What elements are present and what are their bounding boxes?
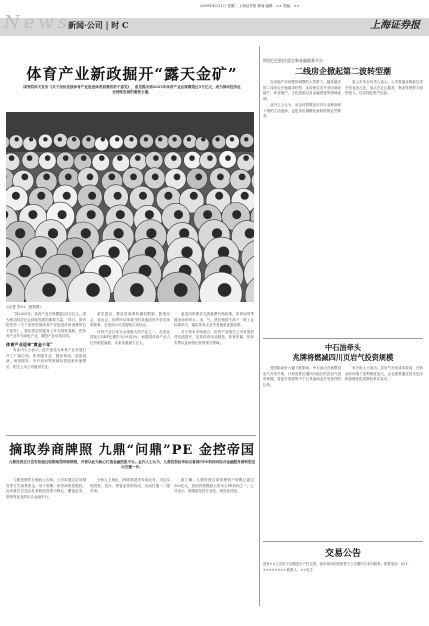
soccer-ball-patch: [88, 192, 96, 200]
soccer-ball-shape: [183, 134, 197, 148]
soccer-ball-patch: [190, 192, 198, 200]
soccer-ball-patch: [58, 210, 67, 219]
right-top-kicker: 阿里巴巴拟打造全新金融服务平台: [263, 58, 323, 63]
lead-paragraph: 对于资本市场而言，体育产业相关公司有望获得估值提升，包括体育用品制造、体育传媒、体育彩票以及场馆运营等细分领域。: [174, 329, 254, 345]
lead-photo: [6, 112, 254, 302]
soccer-ball-patch: [58, 137, 62, 141]
right-top-headline: 二线房企掀起第二波转型潮: [295, 66, 391, 76]
bottom-headline: 摘取券商牌照 九鼎“问鼎”PE 金控帝国: [9, 443, 255, 458]
soccer-ball-patch: [45, 155, 51, 161]
soccer-ball-shape: [200, 152, 218, 170]
soccer-ball-patch: [135, 155, 141, 161]
right-mid-headline: 中石油牵头 兆牌将燃减四川页岩气投资规模: [292, 343, 394, 362]
ad-divider: [263, 541, 423, 542]
right-top-paragraph: 某上市房企负责人表示，公司将逐步降低住宅开发业务占比，加大在社区服务、物业管理等方面的投入，以实现轻资产运营。: [345, 80, 423, 95]
soccer-ball-patch: [215, 137, 219, 141]
lead-paragraph: 体育产业已成为全球最大的产业之一，在发达国家占GDP比重约为2%至3%，而我国体育产业占比仍明显偏低，未来发展潜力巨大。: [90, 329, 170, 345]
soccer-ball-patch: [171, 155, 177, 161]
soccer-ball-patch: [207, 155, 213, 161]
soccer-ball-patch: [15, 137, 19, 141]
soccer-ball-patch: [164, 192, 172, 200]
soccer-ball-patch: [35, 247, 46, 258]
soccer-ball-patch: [232, 210, 241, 219]
soccer-ball-patch: [244, 137, 248, 141]
soccer-ball-patch: [27, 155, 33, 161]
soccer-ball-patch: [81, 155, 87, 161]
soccer-ball-shape: [109, 135, 123, 149]
right-mid-col-1: [263, 366, 341, 538]
soccer-ball-patch: [187, 137, 191, 141]
soccer-ball-patch: [87, 174, 94, 181]
soccer-ball-patch: [203, 210, 212, 219]
soccer-ball-patch: [217, 174, 224, 181]
soccer-ball-patch: [130, 283, 144, 297]
ad-body: 兹有××公司拟于近期进行产权交易，请有意向的投资者于公告期内与本所联系。联系电话：021-×××××××× 联系人：××先生: [263, 562, 409, 572]
section-label: 新闻·公司 | 时 C: [68, 20, 129, 30]
soccer-ball-patch: [130, 174, 137, 181]
paper-name: 上海证券报: [370, 20, 420, 31]
soccer-ball-shape: [82, 135, 96, 149]
soccer-ball-patch: [172, 137, 176, 141]
soccer-ball-patch: [72, 137, 76, 141]
column-rule: [259, 46, 260, 606]
soccer-ball-patch: [28, 210, 37, 219]
right-mid-paragraph: 有分析人士指出，页岩气开发成本较高，在低油价环境下盈利难度加大，企业需要通过技术进步和管理优化来降低单井成本。: [345, 366, 423, 381]
soccer-ball-patch: [114, 192, 122, 200]
soccer-ball-patch: [9, 155, 15, 161]
soccer-ball-patch: [114, 228, 124, 238]
lead-headline: 体育产业新政掘开“露天金矿”: [26, 65, 238, 83]
soccer-ball-patch: [116, 210, 125, 219]
soccer-ball-shape: [212, 135, 226, 149]
lead-paragraph: “到2025年，体育产业总规模超过5万亿元，成为推动经济社会持续发展的重要力量。”昨日，国务院发布《关于加快发展体育产业促进体育消费的若干意见》，提出将全民健身上升为国家战略，把体育产业作为绿色产业、朝阳产业培育扶持。: [6, 312, 86, 338]
soccer-ball-patch: [139, 192, 147, 200]
section-divider: [6, 435, 256, 436]
right-top-paragraph: 在房地产市场整体调整的大背景下，越来越多的二线房企开始谋求转型，从传统住宅开发向商业地产、养老地产、文化旅游以及金融投资等领域延伸。: [263, 80, 341, 101]
soccer-ball-patch: [86, 283, 100, 297]
bottom-paragraph: 分析人士指出，PE机构进军券商业务，可以实现投资、投行、资管业务的协同，从而打通一二级市场。: [90, 478, 170, 493]
photo-caption: ◎记者 李××（资料图）: [6, 305, 43, 309]
masthead-ghost-letters: News: [4, 12, 72, 33]
soccer-ball-patch: [101, 137, 105, 141]
lead-col-2: [90, 312, 170, 434]
soccer-ball-patch: [43, 174, 50, 181]
soccer-ball-patch: [215, 192, 223, 200]
right-mid-paragraph: 受国际油价大幅下跌影响，中石油正在调整页岩气开发节奏，计划适度压缩四川地区的页岩气投资规模，将更多资源集中于已具备商业开发条件的区块。: [263, 366, 341, 387]
soccer-ball-patch: [145, 210, 154, 219]
date-line: 2009年4月21日 星期二 上海证券报 要闻 编辑：×× 美编：××: [200, 4, 300, 8]
soccer-ball-patch: [29, 137, 33, 141]
soccer-ball-patch: [174, 283, 188, 297]
bottom-col-3: [174, 478, 254, 618]
soccer-ball-patch: [86, 137, 90, 141]
bottom-paragraph: 据了解，九鼎投资目前管理资产规模已超过300亿元，是国内规模最大的本土PE机构之一。公司表示，将继续坚持专业化、规范化经营。: [174, 478, 254, 493]
bottom-paragraph: 九鼎投资昨日晚间公告称，公司拟通过定向增发等方式募集资金，用于收购一家券商的控股权。此举意在打造以私募股权投资为核心、覆盖证券、资管等业务的综合金融平台。: [6, 478, 86, 499]
soccer-ball-patch: [152, 174, 159, 181]
lead-paragraph: 有业内人士表示，此次意见为体育产业发展打开了广阔空间，体育服务业、健身休闲、竞赛表演、场馆服务、中介培训等领域有望迎来快速增长，相关上市公司值得关注。: [6, 348, 86, 369]
masthead: [0, 0, 429, 40]
soccer-ball-patch: [18, 265, 31, 278]
soccer-ball-patch: [174, 174, 181, 181]
soccer-ball-patch: [243, 155, 249, 161]
soccer-ball-patch: [72, 247, 83, 258]
lead-paragraph: 意见同时要求完善税费价格政策，体育场馆等健身场所的水、电、气、热价格按不高于一般工业标准执行，落实体育企业享受税收优惠政策。: [174, 312, 254, 327]
soccer-ball-patch: [65, 174, 72, 181]
lead-col-1: [6, 312, 86, 434]
soccer-ball-patch: [48, 228, 58, 238]
soccer-ball-patch: [225, 155, 231, 161]
soccer-ball-patch: [230, 137, 234, 141]
lead-paragraph: 意见提出，要放宽赛事转播权限制，除奥运会、亚运会、世界杯足球赛外的其他国内外各类体育赛事，各电视台可直接购买或转让。: [90, 312, 170, 327]
right-top-col-1: [263, 80, 341, 334]
soccer-ball-patch: [58, 265, 71, 278]
soccer-ball-patch: [63, 192, 71, 200]
soccer-ball-patch: [12, 192, 20, 200]
soccer-ball-shape: [155, 135, 169, 149]
soccer-ball-patch: [146, 228, 156, 238]
soccer-ball-patch: [195, 174, 202, 181]
bottom-col-1: [6, 478, 86, 618]
lead-col-3: [174, 312, 254, 434]
bottom-subhead: 九鼎投资近日宣布拟通过收购取得券商牌照，并将以此为核心打造金融控股平台。业内人士认为，九鼎投资此举标志着国内PE机构向综合金融服务商转型迈出关键一步。: [8, 460, 256, 470]
soccer-ball-patch: [63, 155, 69, 161]
soccer-ball-patch: [181, 247, 192, 258]
soccer-ball-patch: [15, 228, 25, 238]
soccer-ball-patch: [174, 210, 183, 219]
soccer-ball-patch: [218, 283, 232, 297]
right-top-paragraph: 业内人士认为，房企转型既是应对行业利润率下滑的主动选择，也是适应城镇化新阶段的必然要求。: [263, 103, 341, 118]
soccer-ball-patch: [129, 137, 133, 141]
soccer-ball-patch: [42, 283, 56, 297]
soccer-ball-patch: [201, 137, 205, 141]
soccer-ball-patch: [99, 155, 105, 161]
soccer-ball-patch: [21, 174, 28, 181]
soccer-ball-patch: [158, 137, 162, 141]
ad-title: 交易公告: [324, 549, 361, 559]
soccer-ball-patch: [153, 155, 159, 161]
soccer-ball-shape: [225, 135, 239, 149]
soccer-ball-patch: [189, 155, 195, 161]
soccer-ball-patch: [43, 137, 47, 141]
soccer-ball-shape: [9, 135, 23, 149]
soccer-ball-shape: [230, 169, 251, 190]
soccer-ball-patch: [87, 210, 96, 219]
soccer-ball-patch: [108, 174, 115, 181]
soccer-ball-shape: [124, 135, 138, 149]
soccer-ball-patch: [37, 192, 45, 200]
lead-subhead: 国务院昨天发布《关于加快发展体育产业促进体育消费的若干意见》，意见提出到2025年体育产业总规模超过5万亿元，成为推动经济社会持续发展的重要力量。: [23, 85, 241, 95]
right-top-col-2: [345, 80, 423, 334]
bottom-col-2: [90, 478, 170, 618]
soccer-ball-patch: [81, 228, 91, 238]
soccer-ball-patch: [108, 247, 119, 258]
soccer-balls-image: [6, 112, 254, 302]
soccer-ball-patch: [239, 174, 246, 181]
lead-subsection-title: 体育产业迎来“黄金十年”: [6, 341, 53, 347]
soccer-ball-patch: [115, 137, 119, 141]
right-divider: [263, 338, 423, 339]
soccer-ball-patch: [117, 155, 123, 161]
soccer-ball-patch: [144, 137, 148, 141]
soccer-ball-patch: [241, 192, 249, 200]
right-mid-col-2: [345, 366, 423, 538]
